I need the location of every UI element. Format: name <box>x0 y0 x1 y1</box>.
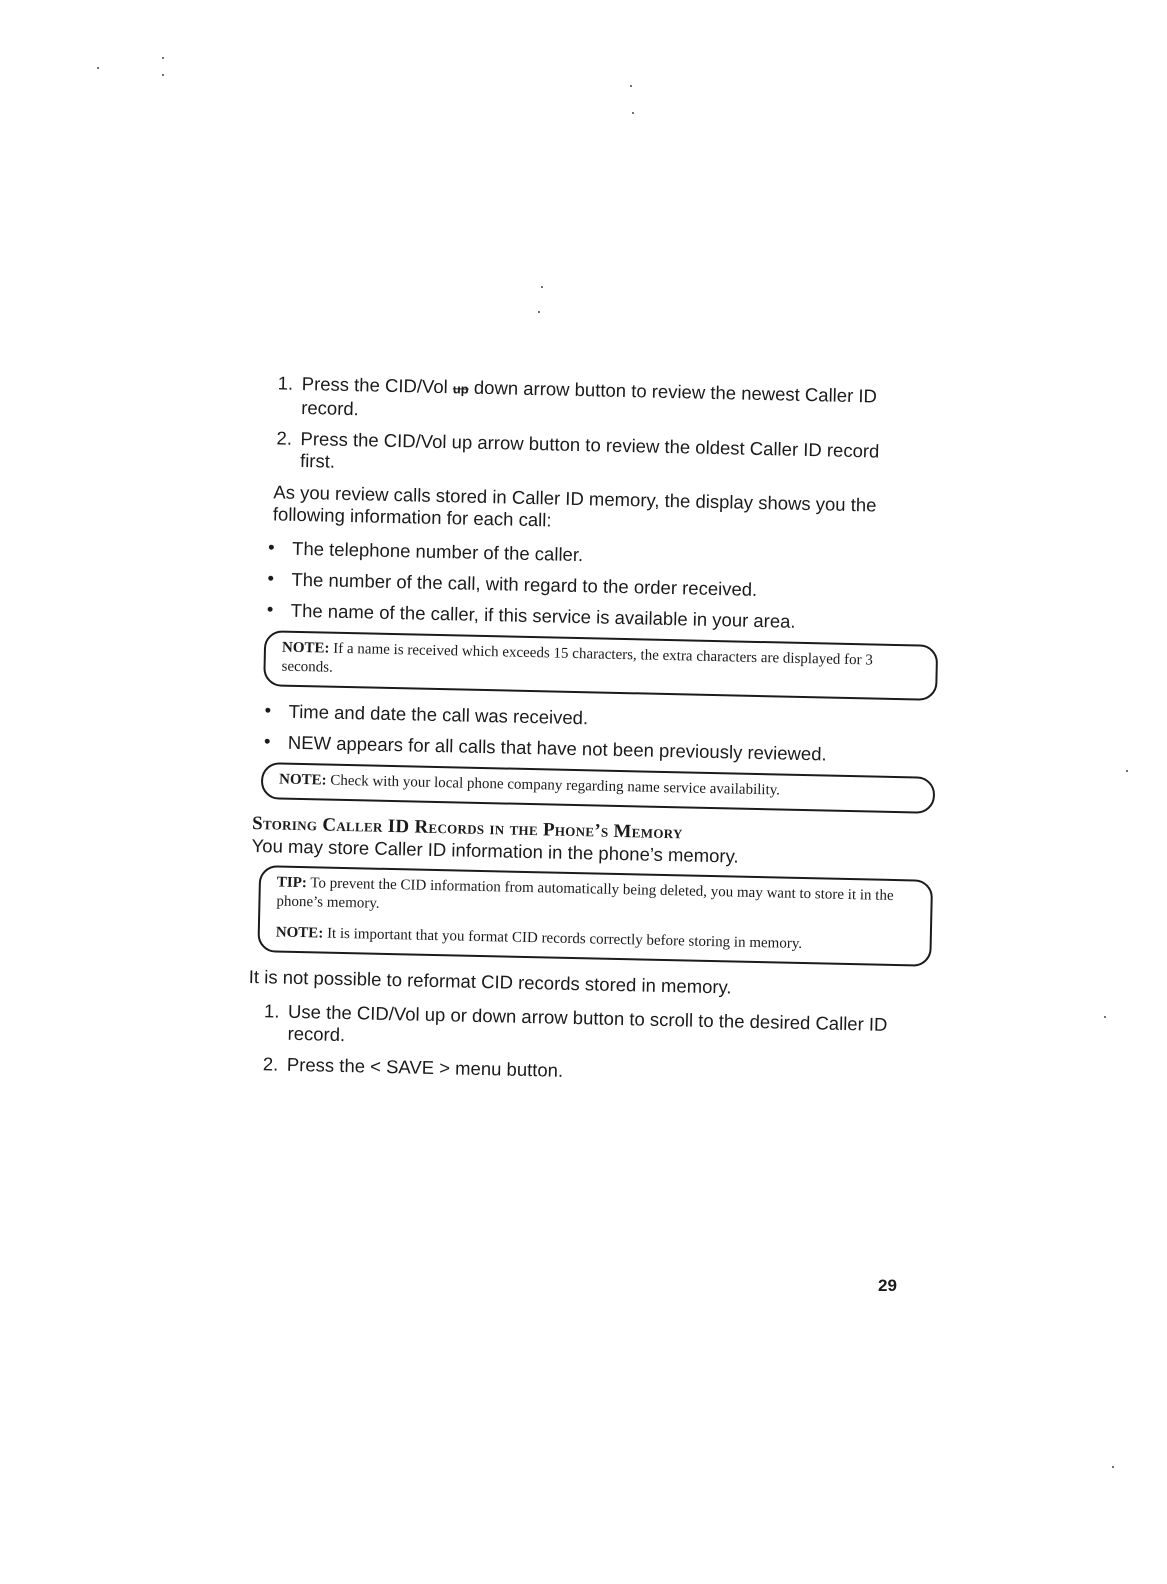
note-text: Check with your local phone company regarding name service availability. <box>326 772 781 799</box>
tip-box <box>257 865 933 967</box>
bullet-icon: • <box>267 536 275 558</box>
note-box-service <box>261 762 936 814</box>
list-item <box>253 568 913 604</box>
bullet-icon: • <box>266 598 274 620</box>
note-label: NOTE: <box>281 639 330 657</box>
page-number: 29 <box>878 1276 897 1295</box>
bullet-icon: • <box>264 699 272 721</box>
list-item-text: NEW appears for all calls that have not been previously reviewed. <box>287 731 827 765</box>
tip-label: TIP: <box>276 874 308 892</box>
bullet-icon: • <box>267 567 275 589</box>
list-item-text: The telephone number of the caller. <box>291 537 584 566</box>
step-number: 2. <box>262 1053 279 1075</box>
list-item-text: Time and date the call was received. <box>288 700 589 729</box>
caller-info-list <box>253 537 915 635</box>
note-text: If a name is received which exceeds 15 characters, the extra characters are displayed for 3 seconds. <box>281 640 874 676</box>
review-step-2 <box>256 427 917 485</box>
list-item <box>253 599 913 635</box>
step-text: Use the CID/Vol up or down arrow button to scroll to the desired Caller ID record. <box>287 1000 888 1046</box>
note-label: NOTE: <box>278 771 327 789</box>
step-text: Press the CID/Vol up arrow button to review the oldest Caller ID record first. <box>299 427 880 472</box>
step-text: Press the < SAVE > menu button. <box>286 1053 564 1081</box>
list-item-text: The number of the call, with regard to the order received. <box>291 568 758 600</box>
section-intro: You may store Caller ID information in the phone’s memory. <box>251 834 739 867</box>
step-text-start: Press the CID/Vol <box>301 372 454 398</box>
step-number: 1. <box>277 372 294 394</box>
step-text-end: down arrow button to review the newest Caller ID record. <box>301 376 878 420</box>
section-heading: Storing Caller ID Records in the Phone’s Memory <box>251 812 683 844</box>
note-text: It is important that you format CID records correctly before storing in memory. <box>323 925 803 953</box>
page-content <box>242 372 917 1098</box>
review-intro: As you review calls stored in Caller ID memory, the display shows you the following information for each call: <box>272 481 877 531</box>
reformat-warning: It is not possible to reformat CID records stored in memory. <box>248 965 732 998</box>
step-number: 2. <box>276 427 293 449</box>
list-item <box>250 700 910 736</box>
step-number: 1. <box>263 1000 280 1022</box>
tip-text: To prevent the CID information from automatically being deleted, you may want to store it in the phone’s memory. <box>276 875 894 912</box>
bullet-icon: • <box>263 730 271 752</box>
store-step-2 <box>243 1053 903 1089</box>
list-item <box>254 537 914 573</box>
list-item-text: The name of the caller, if this service is available in your area. <box>290 599 796 632</box>
review-step-1 <box>257 372 918 432</box>
note-label: NOTE: <box>275 924 324 942</box>
note-box-name-length <box>263 630 938 701</box>
struck-word: up <box>452 381 469 397</box>
call-info-list <box>250 700 911 767</box>
list-item <box>250 731 910 767</box>
store-step-1 <box>243 1000 904 1058</box>
